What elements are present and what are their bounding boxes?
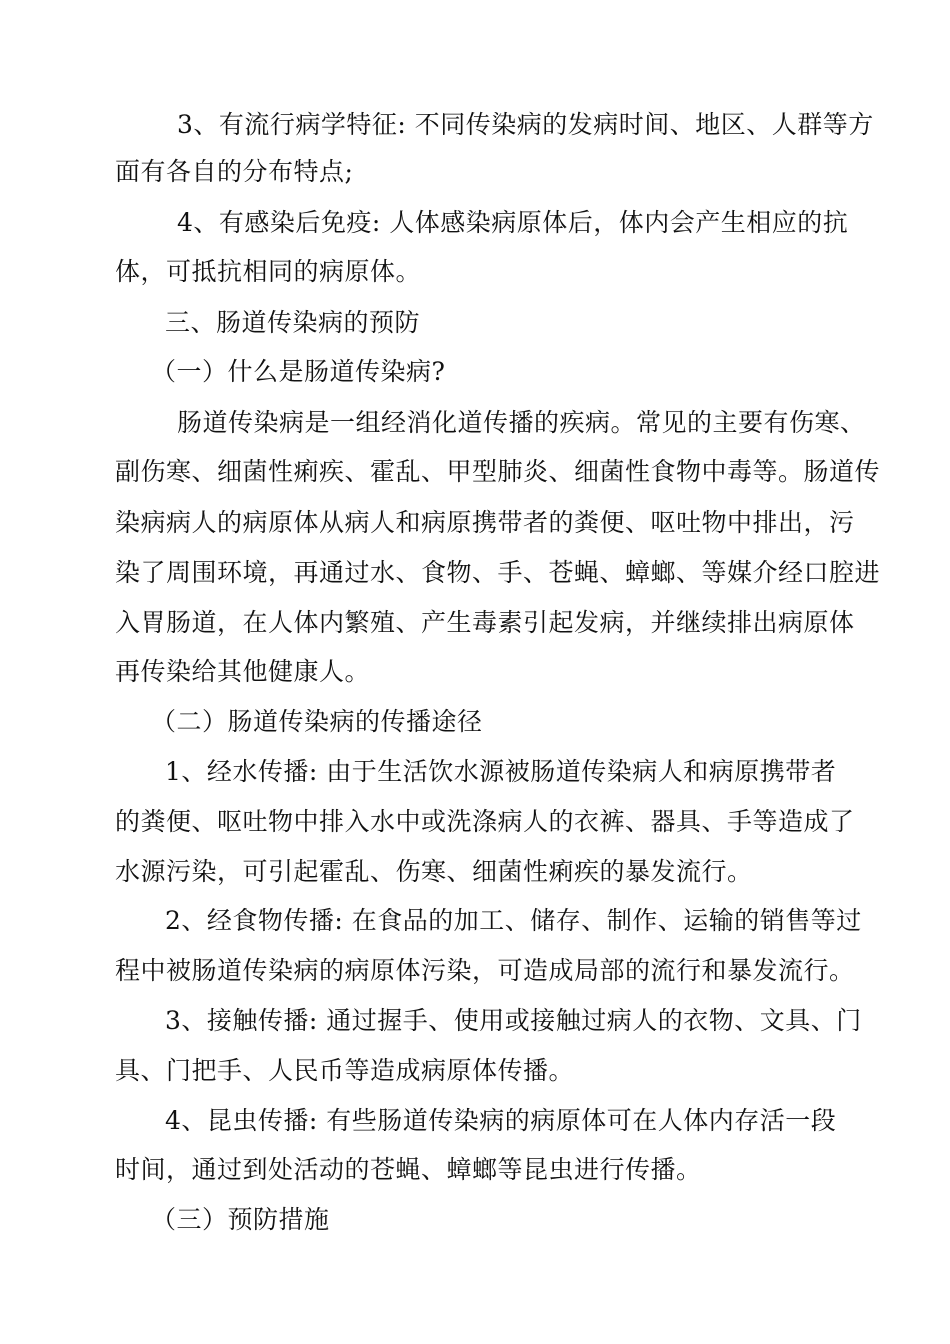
text-line-17: 2、经食物传播: 在食品的加工、储存、制作、运输的销售等过 — [165, 906, 862, 935]
text-line-1: 3、有流行病学特征: 不同传染病的发病时间、地区、人群等方 — [177, 110, 874, 139]
text-line-9: 染病病人的病原体从病人和病原携带者的粪便、呕吐物中排出，污 — [115, 508, 855, 537]
subsection-heading-2: （二）肠道传染病的传播途径 — [151, 707, 483, 736]
text-line-4: 体，可抵抗相同的病原体。 — [115, 257, 422, 286]
text-line-8: 副伤寒、细菌性痢疾、霍乱、甲型肺炎、细菌性食物中毒等。肠道传 — [115, 457, 881, 486]
section-heading: 三、肠道传染病的预防 — [165, 308, 421, 337]
subsection-heading-3: （三）预防措施 — [151, 1205, 330, 1234]
text-line-22: 时间，通过到处活动的苍蝇、蟑螂等昆虫进行传播。 — [115, 1155, 702, 1184]
text-line-11: 入胃肠道，在人体内繁殖、产生毒素引起发病，并继续排出病原体 — [115, 608, 855, 637]
text-line-14: 1、经水传播: 由于生活饮水源被肠道传染病人和病原携带者 — [165, 757, 837, 786]
text-line-10: 染了周围环境，再通过水、食物、手、苍蝇、蟑螂、等媒介经口腔进 — [115, 558, 881, 587]
subsection-heading-1: （一）什么是肠道传染病? — [151, 357, 446, 386]
text-line-7: 肠道传染病是一组经消化道传播的疾病。常见的主要有伤寒、 — [177, 408, 866, 437]
text-line-21: 4、昆虫传播: 有些肠道传染病的病原体可在人体内存活一段 — [165, 1106, 837, 1135]
text-line-3: 4、有感染后免疫: 人体感染病原体后，体内会产生相应的抗 — [177, 208, 849, 237]
text-line-20: 具、门把手、人民币等造成病原体传播。 — [115, 1056, 575, 1085]
text-line-19: 3、接触传播: 通过握手、使用或接触过病人的衣物、文具、门 — [165, 1006, 862, 1035]
text-line-15: 的粪便、呕吐物中排入水中或洗涤病人的衣裤、器具、手等造成了 — [115, 807, 855, 836]
text-line-2: 面有各自的分布特点; — [115, 157, 354, 186]
text-line-18: 程中被肠道传染病的病原体污染，可造成局部的流行和暴发流行。 — [115, 956, 855, 985]
text-line-16: 水源污染，可引起霍乱、伤寒、细菌性痢疾的暴发流行。 — [115, 857, 753, 886]
text-line-12: 再传染给其他健康人。 — [115, 657, 371, 686]
